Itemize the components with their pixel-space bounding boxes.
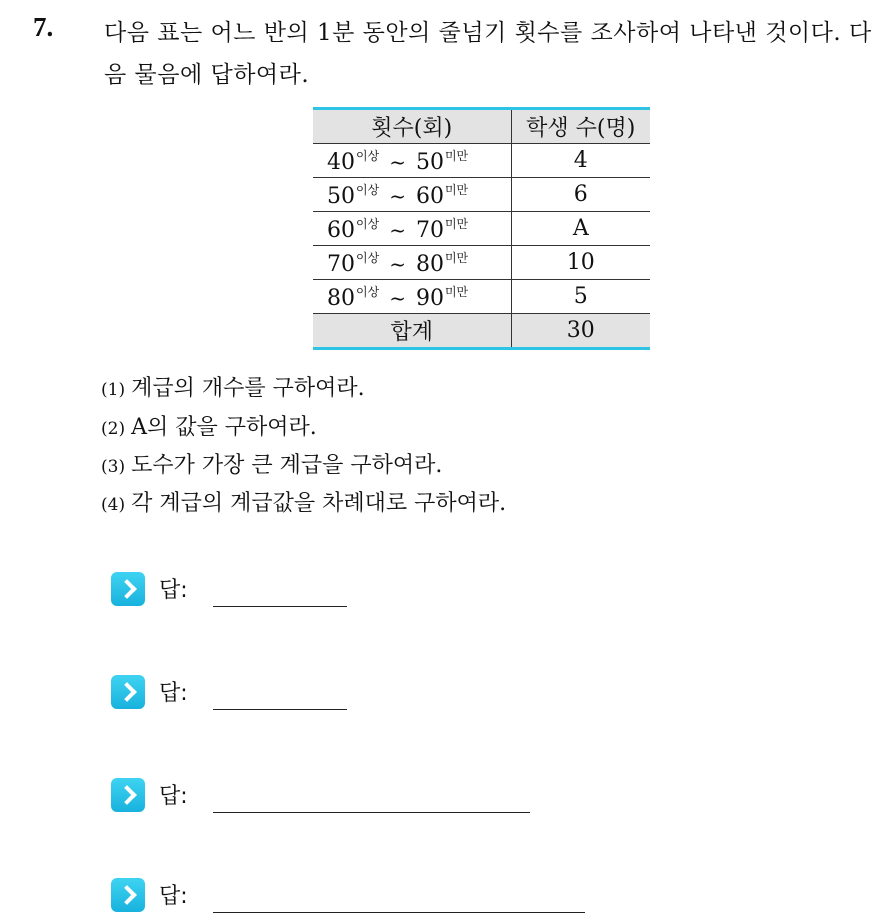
chevron-right-icon — [111, 675, 145, 709]
range-tilde: ~ — [389, 149, 406, 174]
range-to-tag: 미만 — [444, 148, 469, 163]
range-from: 40 — [327, 149, 355, 175]
count-cell: 4 — [511, 144, 650, 178]
table-row — [313, 178, 650, 212]
question-text: 다음 표는 어느 반의 1분 동안의 줄넘기 횟수를 조사하여 나타낸 것이다. 다음 물음에 답하여라. — [104, 20, 872, 88]
range-cell — [313, 144, 511, 178]
range-to: 90 — [415, 285, 444, 311]
range-to-tag: 미만 — [444, 216, 469, 231]
table-header-row — [313, 109, 650, 144]
range-tilde: ~ — [389, 285, 406, 310]
total-count: 30 — [511, 314, 650, 349]
subquestion-text: 각 계급의 계급값을 차례대로 구하여라. — [131, 491, 507, 516]
range-from: 50 — [327, 183, 355, 209]
range-from: 60 — [327, 217, 355, 243]
header-student-count: 학생 수(명) — [511, 109, 650, 144]
range-from-tag: 이상 — [356, 148, 380, 163]
range-cell — [313, 212, 511, 246]
range-from-tag: 이상 — [356, 182, 380, 197]
subquestion-number: (4) — [101, 495, 126, 515]
subquestion-text: 도수가 가장 큰 계급을 구하여라. — [131, 453, 443, 478]
chevron-right-icon — [111, 778, 145, 812]
header-count-range: 횟수(회) — [313, 109, 511, 144]
subquestion-text: 계급의 개수를 구하여라. — [131, 376, 365, 401]
range-to: 50 — [415, 149, 444, 175]
table-row — [313, 144, 650, 178]
range-cell — [313, 178, 511, 212]
range-cell — [313, 280, 511, 314]
range-cell — [313, 246, 511, 280]
subquestion-4 — [101, 489, 506, 520]
range-from-tag: 이상 — [356, 250, 380, 265]
range-from-tag: 이상 — [356, 284, 380, 299]
subquestion-2 — [101, 413, 317, 444]
table-row — [313, 246, 650, 280]
subquestion-number: (1) — [101, 380, 126, 400]
answer-label: 답: — [159, 681, 188, 706]
answer-blank-3[interactable] — [213, 812, 530, 813]
subquestion-3 — [101, 451, 442, 482]
table-row — [313, 212, 650, 246]
subquestion-text: A의 값을 구하여라. — [131, 415, 317, 440]
total-label: 합계 — [313, 314, 511, 349]
answer-label: 답: — [159, 884, 188, 909]
subquestion-number: (2) — [101, 419, 126, 439]
range-tilde: ~ — [389, 183, 406, 208]
range-tilde: ~ — [389, 217, 406, 242]
answer-blank-2[interactable] — [213, 709, 347, 710]
table-row — [313, 280, 650, 314]
answer-label: 답: — [159, 784, 188, 809]
table-total-row — [313, 314, 650, 349]
range-to: 70 — [415, 217, 444, 243]
chevron-right-icon — [111, 572, 145, 606]
answer-blank-1[interactable] — [213, 606, 347, 607]
range-from-tag: 이상 — [356, 216, 380, 231]
range-to-tag: 미만 — [444, 182, 469, 197]
range-from: 80 — [327, 285, 355, 311]
count-cell: 5 — [511, 280, 650, 314]
subquestion-number: (3) — [101, 457, 126, 477]
range-to-tag: 미만 — [444, 250, 469, 265]
count-cell: 10 — [511, 246, 650, 280]
range-to: 80 — [415, 251, 444, 277]
chevron-right-icon — [111, 878, 145, 912]
subquestion-1 — [101, 374, 365, 405]
count-cell: 6 — [511, 178, 650, 212]
count-cell: A — [511, 212, 650, 246]
range-to: 60 — [415, 183, 444, 209]
answer-label: 답: — [159, 578, 188, 603]
range-from: 70 — [327, 251, 355, 277]
range-to-tag: 미만 — [444, 284, 469, 299]
range-tilde: ~ — [389, 251, 406, 276]
question-number: 7. — [33, 12, 54, 42]
answer-blank-4[interactable] — [213, 912, 585, 913]
frequency-table — [313, 107, 650, 350]
